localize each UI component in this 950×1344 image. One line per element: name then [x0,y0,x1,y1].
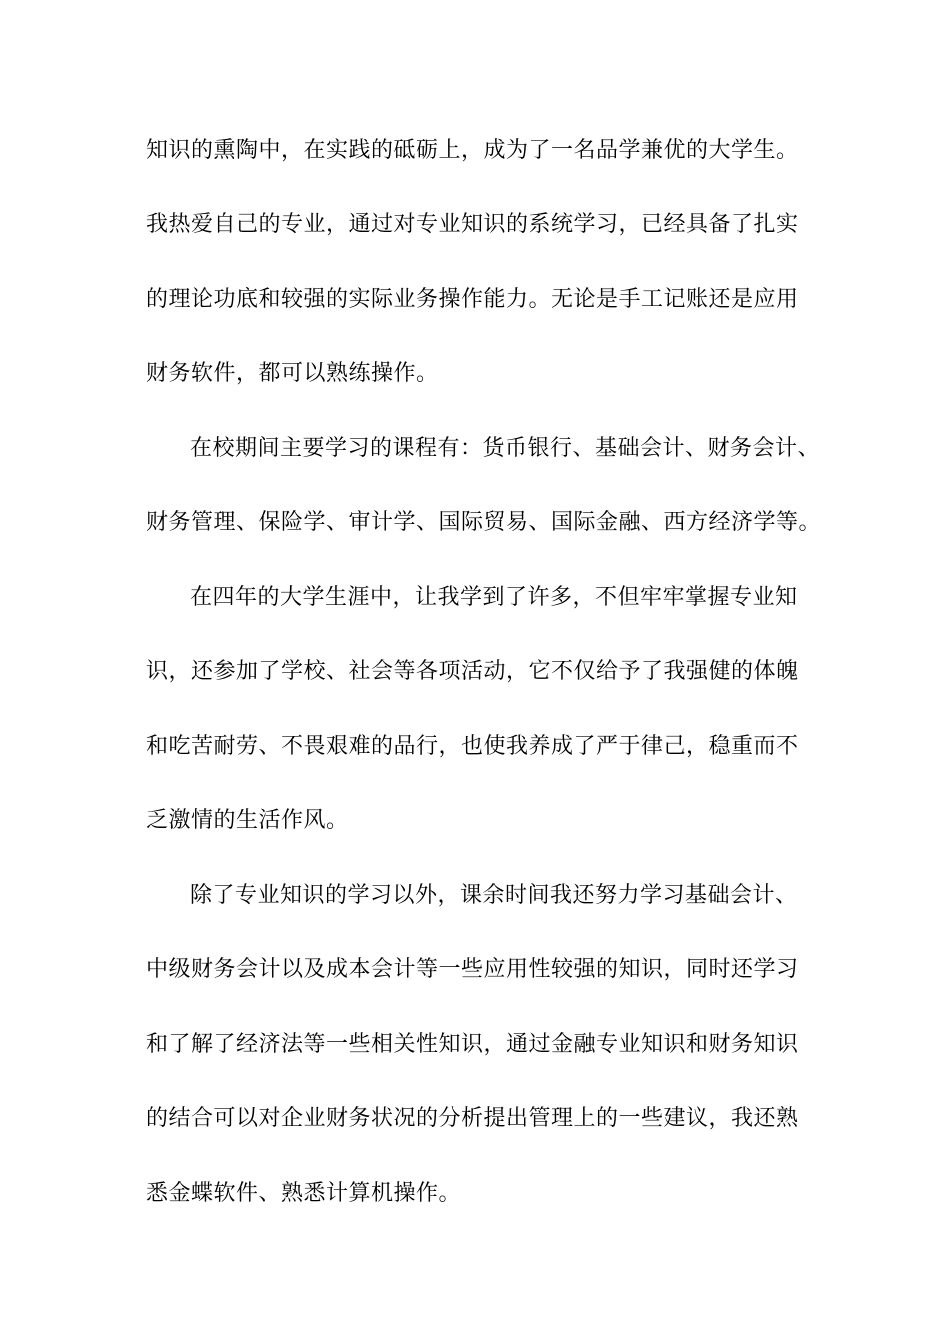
text-line-14: 的结合可以对企业财务状况的分析提出管理上的一些建议，我还熟 [146,1106,799,1131]
text-line-6: 财务管理、保险学、审计学、国际贸易、国际金融、西方经济学等。 [146,510,822,535]
text-line-15: 悉金蝶软件、熟悉计算机操作。 [146,1181,462,1206]
text-line-13: 和了解了经济法等一些相关性知识，通过金融专业知识和财务知识 [146,1032,799,1057]
text-line-3: 的理论功底和较强的实际业务操作能力。无论是手工记账还是应用 [146,287,799,312]
text-line-1: 知识的熏陶中，在实践的砥砺上，成为了一名品学兼优的大学生。 [146,138,799,163]
text-line-9: 和吃苦耐劳、不畏艰难的品行，也使我养成了严于律己，稳重而不 [146,734,799,759]
text-line-12: 中级财务会计以及成本会计等一些应用性较强的知识，同时还学习 [146,957,799,982]
text-line-11: 除了专业知识的学习以外，课余时间我还努力学习基础会计、 [190,883,798,908]
text-line-2: 我热爱自己的专业，通过对专业知识的系统学习，已经具备了扎实 [146,212,799,237]
text-line-7: 在四年的大学生涯中，让我学到了许多，不但牢牢掌握专业知 [190,585,798,610]
text-line-10: 乏激情的生活作风。 [146,808,349,833]
text-line-8: 识，还参加了学校、社会等各项活动，它不仅给予了我强健的体魄 [146,659,799,684]
text-line-5: 在校期间主要学习的课程有：货币银行、基础会计、财务会计、 [190,436,821,461]
text-line-4: 财务软件，都可以熟练操作。 [146,361,439,386]
